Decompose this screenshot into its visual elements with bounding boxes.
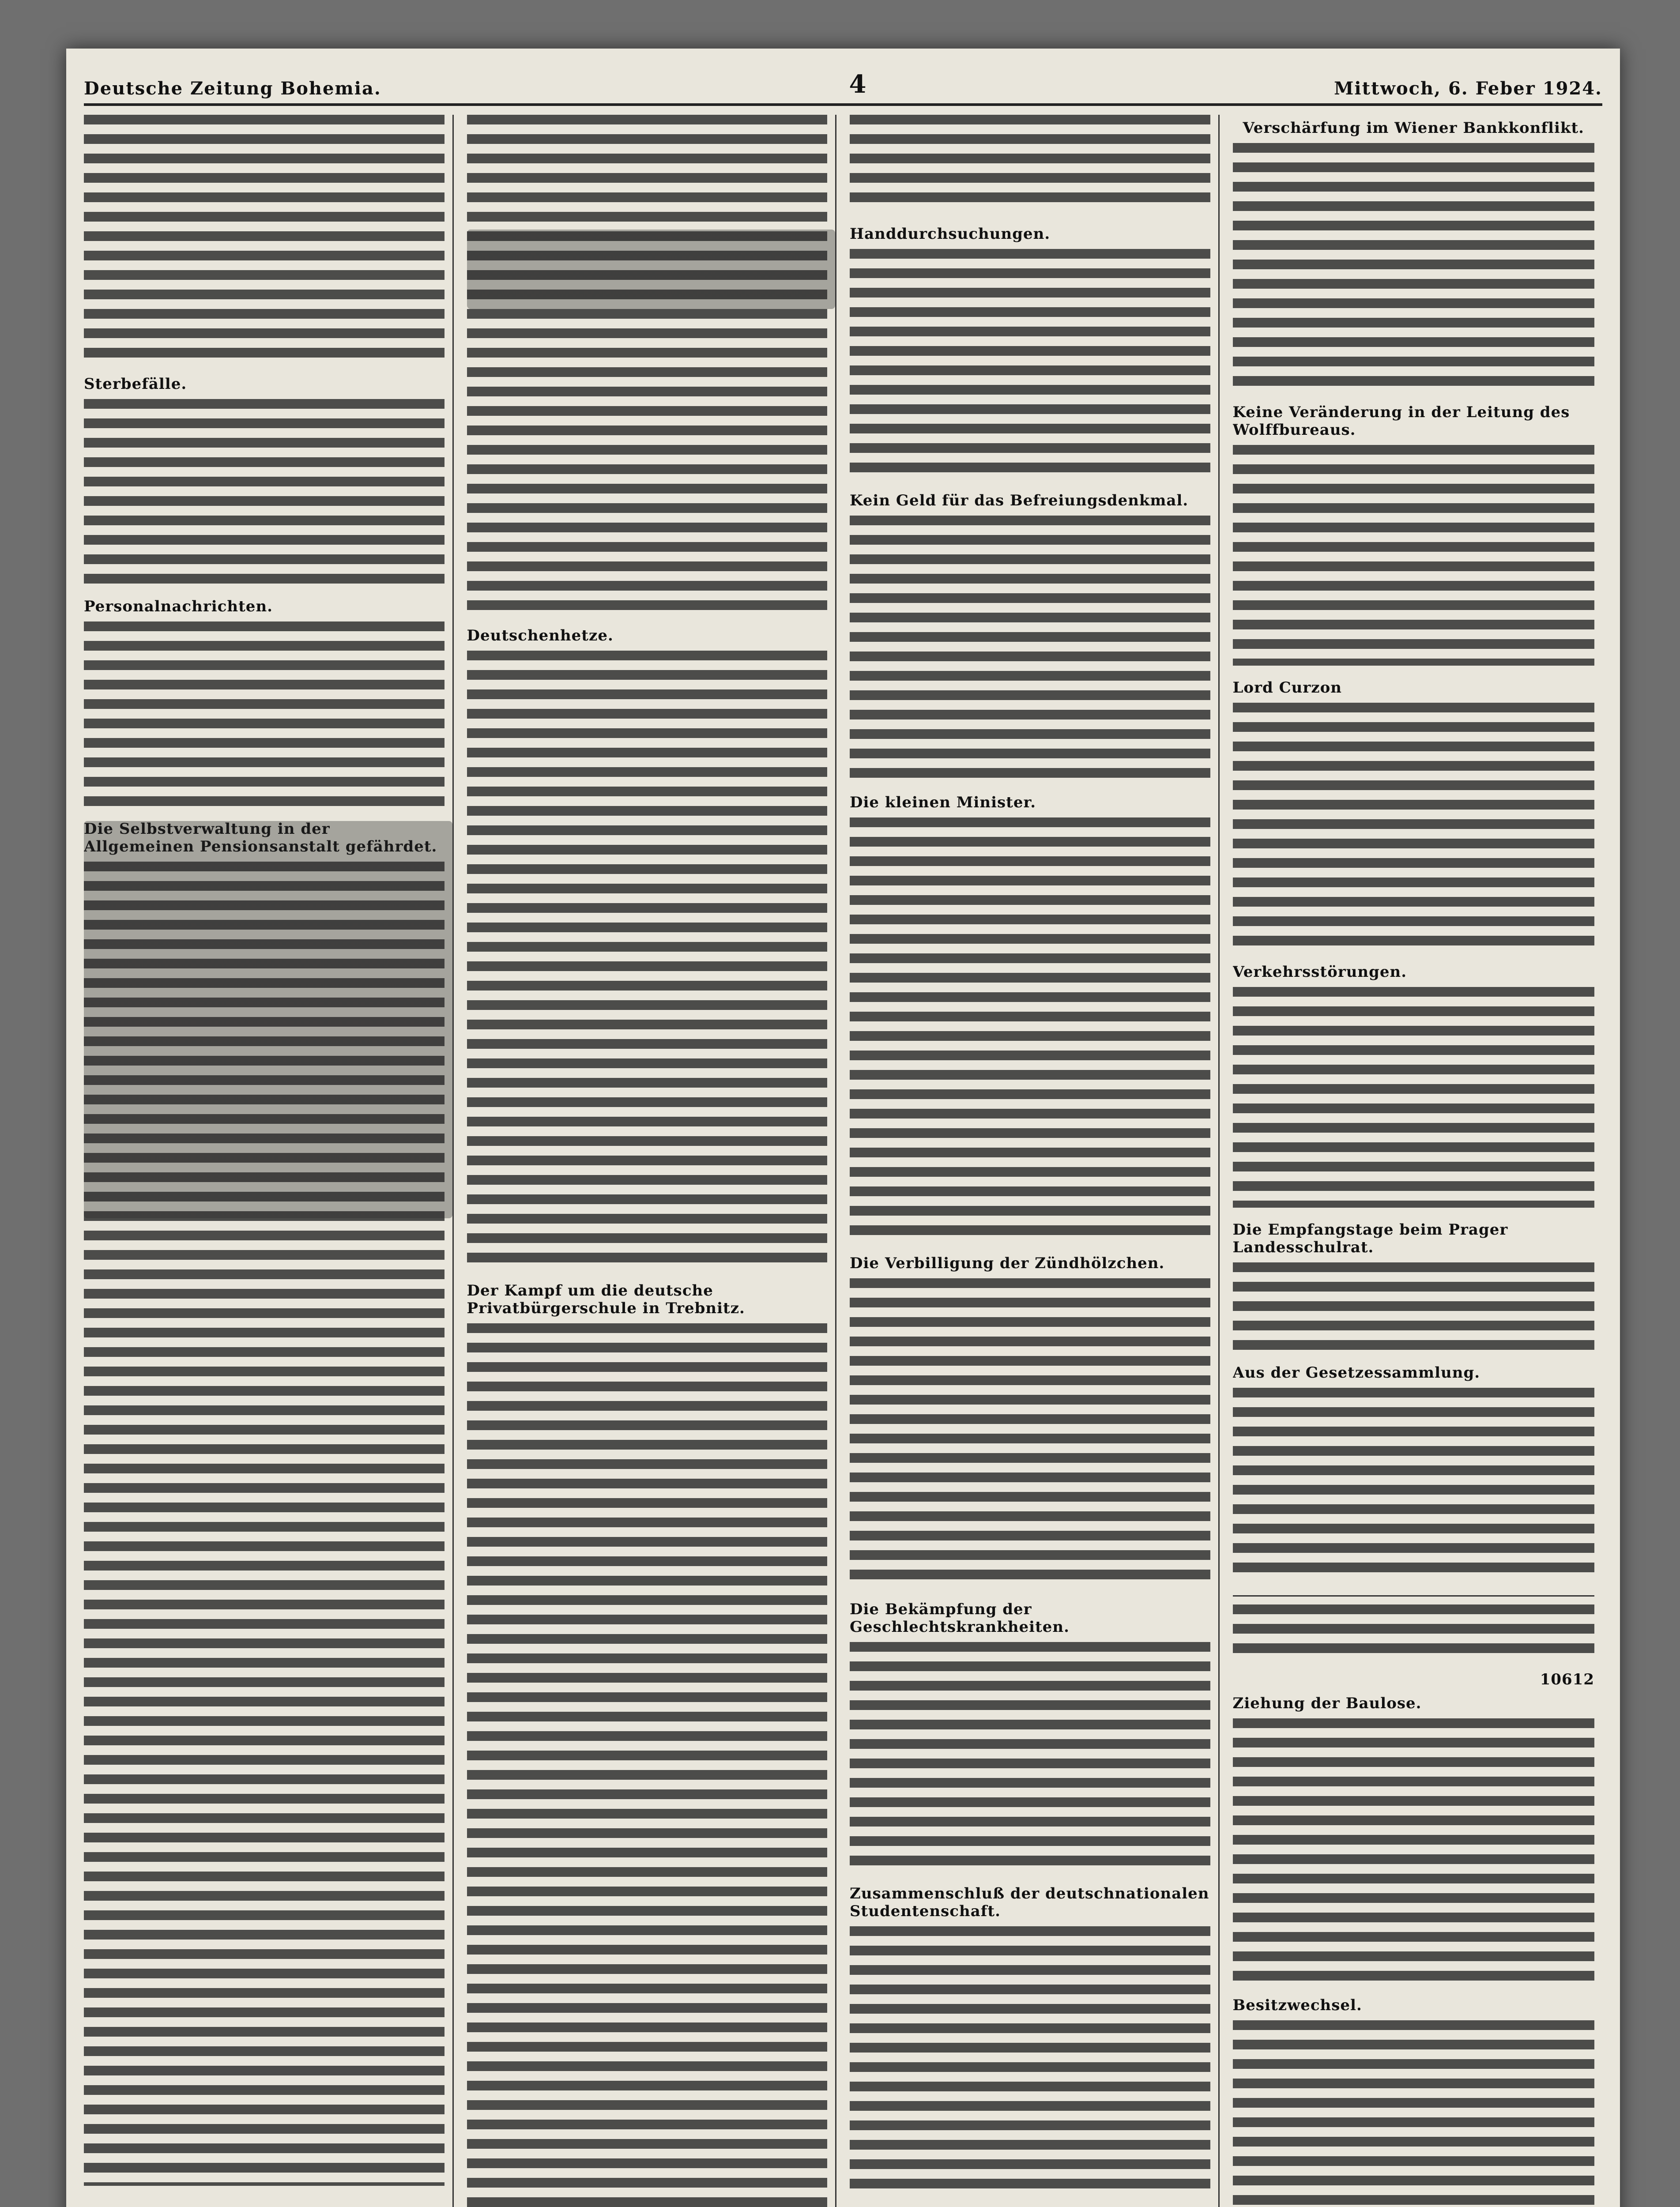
- print-smudge: [84, 821, 452, 1218]
- headline: Ziehung der Baulose.: [1232, 1695, 1422, 1712]
- article-text: [850, 516, 1210, 780]
- newspaper-page: [66, 49, 1620, 2207]
- article-text: [1233, 703, 1595, 950]
- article-text: [1233, 1262, 1595, 1351]
- article-text: [850, 1278, 1210, 1587]
- article-text: [84, 621, 444, 807]
- article-text: [467, 1323, 828, 2207]
- column-1: [84, 115, 454, 2207]
- article-text: [1233, 1388, 1595, 1582]
- headline: Zusammenschluß der deutschnationalen Studentenschaft.: [850, 1885, 1209, 1920]
- headline: Sterbefälle.: [84, 375, 187, 393]
- article-text: [850, 817, 1210, 1241]
- divider: [1233, 1595, 1595, 1597]
- headline: Verschärfung im Wiener Bankkonflikt.: [1243, 119, 1584, 137]
- headline: Verkehrsstörungen.: [1232, 963, 1407, 981]
- headline: Die Bekämpfung der Geschlechtskrankheiten.: [850, 1601, 1070, 1636]
- headline: Die Selbstverwaltung in der Allgemeinen Pensionsanstalt gefährdet.: [84, 820, 437, 855]
- article-text: [1233, 2020, 1595, 2207]
- article-text: [1233, 987, 1595, 1208]
- article-text: [1233, 1718, 1595, 1983]
- article-text: [84, 115, 444, 362]
- masthead: [84, 66, 1602, 106]
- paper-name: Deutsche Zeitung Bohemia.: [84, 78, 381, 99]
- headline: Die Verbilligung der Zündhölzchen.: [850, 1254, 1165, 1272]
- article-columns: [84, 115, 1602, 2207]
- article-text: [850, 1926, 1210, 2191]
- column-3: [850, 115, 1220, 2207]
- headline: Deutschenhetze.: [467, 627, 614, 644]
- article-text: [84, 399, 444, 584]
- headline: Personalnachrichten.: [84, 598, 273, 615]
- print-smudge: [467, 230, 836, 309]
- article-text: [850, 249, 1210, 478]
- headline: Aus der Gesetzessammlung.: [1232, 1364, 1480, 1382]
- headline: Die kleinen Minister.: [850, 794, 1036, 811]
- column-2: [467, 115, 837, 2207]
- headline: Lord Curzon: [1232, 679, 1342, 697]
- column-4: [1233, 115, 1603, 2207]
- page-number: 4: [849, 70, 866, 99]
- article-text: [467, 651, 828, 1269]
- article-text: [467, 115, 828, 614]
- article-text: [1233, 1604, 1595, 1657]
- headline: Die Empfangstage beim Prager Landesschulrat.: [1232, 1221, 1508, 1256]
- article-text: [850, 1642, 1210, 1872]
- article-text: [1233, 445, 1595, 666]
- headline: Handdurchsuchungen.: [850, 225, 1051, 243]
- headline: Der Kampf um die deutsche Privatbürgerschule in Trebnitz.: [467, 1282, 745, 1317]
- issue-date: Mittwoch, 6. Feber 1924.: [1334, 78, 1602, 99]
- headline: Kein Geld für das Befreiungsdenkmal.: [850, 492, 1189, 509]
- article-text: [1233, 143, 1595, 390]
- article-text: [850, 115, 1210, 212]
- headline: Besitzwechsel.: [1232, 1996, 1362, 2014]
- headline: Keine Veränderung in der Leitung des Wolffbureaus.: [1232, 403, 1570, 439]
- reference-number: 10612: [1540, 1671, 1594, 1688]
